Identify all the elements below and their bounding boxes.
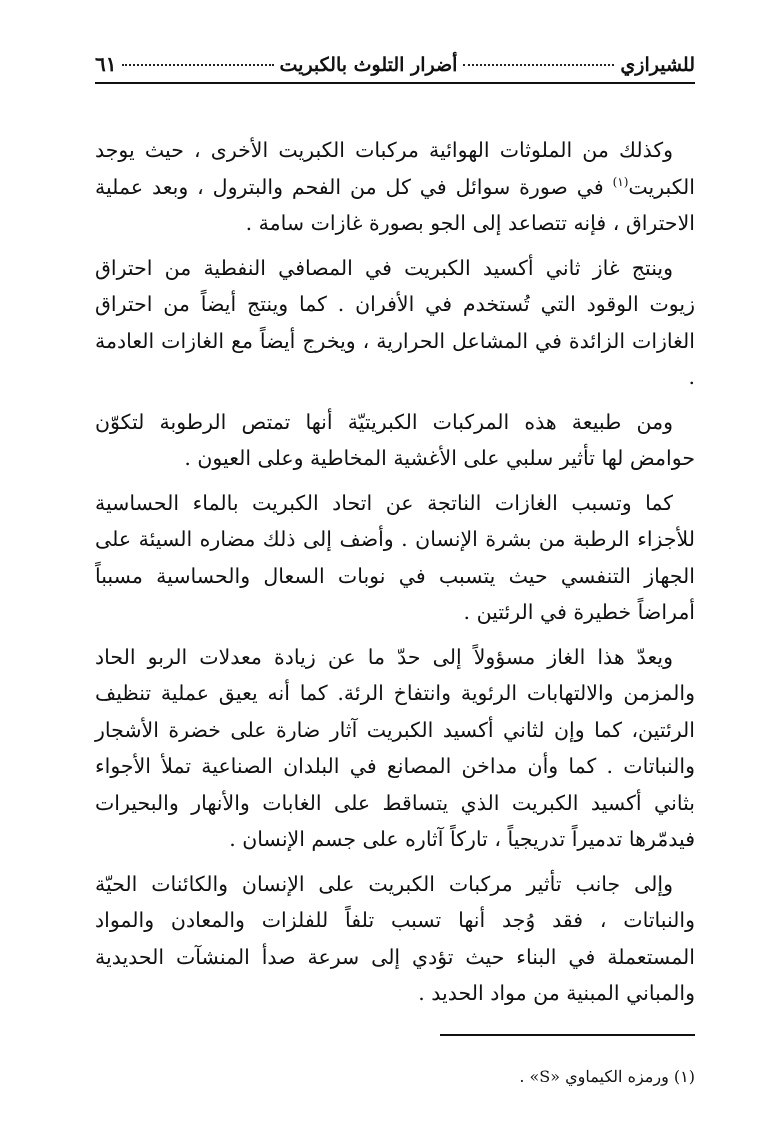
paragraph-2: وينتج غاز ثاني أكسيد الكبريت في المصافي النفطية من احتراق زيوت الوقود التي تُستخدم في الأفران . كما وينتج أيضاً من احتراق الغازات الزائدة في المشاعل الحرارية ، ويخرج أيضاً مع الغازات العادمة . xyxy=(95,255,695,389)
paragraph-3: ومن طبيعة هذه المركبات الكبريتيّة أنها تمتص الرطوبة لتكوّن حوامض لها تأثير سلبي على الأغشية المخاطية وعلى العيون . xyxy=(95,409,695,470)
page-number: ٦١ xyxy=(95,52,117,76)
header-author: للشيرازي xyxy=(620,54,695,76)
header-dot-leader-2 xyxy=(122,63,273,66)
paragraph-1-text-start: وكذلك من الملوثات الهوائية مركبات الكبريت الأخرى ، حيث يوجد الكبريت xyxy=(95,138,695,199)
paragraph-4: كما وتسبب الغازات الناتجة عن اتحاد الكبريت بالماء الحساسية للأجزاء الرطبة من بشرة الإنسان . وأضف إلى ذلك مضاره السيئة على الجهاز التنفسي حيث يتسبب في نوبات السعال والحساسية مسبباً أمراضاً خطيرة في الرئتين . xyxy=(95,490,695,624)
running-header xyxy=(95,52,695,84)
footnote-separator xyxy=(440,1034,695,1036)
body-text xyxy=(95,132,695,1012)
header-dot-leader xyxy=(463,63,614,66)
footnote-marker: (١) xyxy=(612,174,629,189)
paragraph-5: ويعدّ هذا الغاز مسؤولاً إلى حدّ ما عن زيادة معدلات الربو الحاد والمزمن والالتهابات الرئوية وانتفاخ الرئة. كما أنه يعيق عملية تنظيف الرئتين، كما وإن لثاني أكسيد الكبريت آثار ضارة على خضرة الأشجار والنباتات . كما وأن مداخن المصانع في البلدان الصناعية تملأ الأجواء بثاني أكسيد الكبريت الذي يتساقط على الغابات والأنهار والبحيرات فيدمّرها تدميراً تدريجياً ، تاركاً آثاره على جسم الإنسان . xyxy=(95,644,695,851)
book-page xyxy=(95,38,695,1088)
paragraph-6: وإلى جانب تأثير مركبات الكبريت على الإنسان والكائنات الحيّة والنباتات ، فقد وُجد أنها تسبب تلفاً للفلزات والمعادن والمواد المستعملة في البناء حيث تؤدي إلى سرعة صدأ المنشآت الحديدية والمباني المبنية من مواد الحديد . xyxy=(95,871,695,1005)
header-section-title: أضرار التلوث بالكبريت xyxy=(279,54,458,76)
paragraph-1 xyxy=(95,132,695,242)
footnote: (١) ورمزه الكيماوي «S» . xyxy=(519,1066,695,1086)
paragraph-1-text-end: في صورة سوائل في كل من الفحم والبترول ، وبعد عملية الاحتراق ، فإنه تتصاعد إلى الجو بصورة غازات سامة . xyxy=(95,174,695,235)
